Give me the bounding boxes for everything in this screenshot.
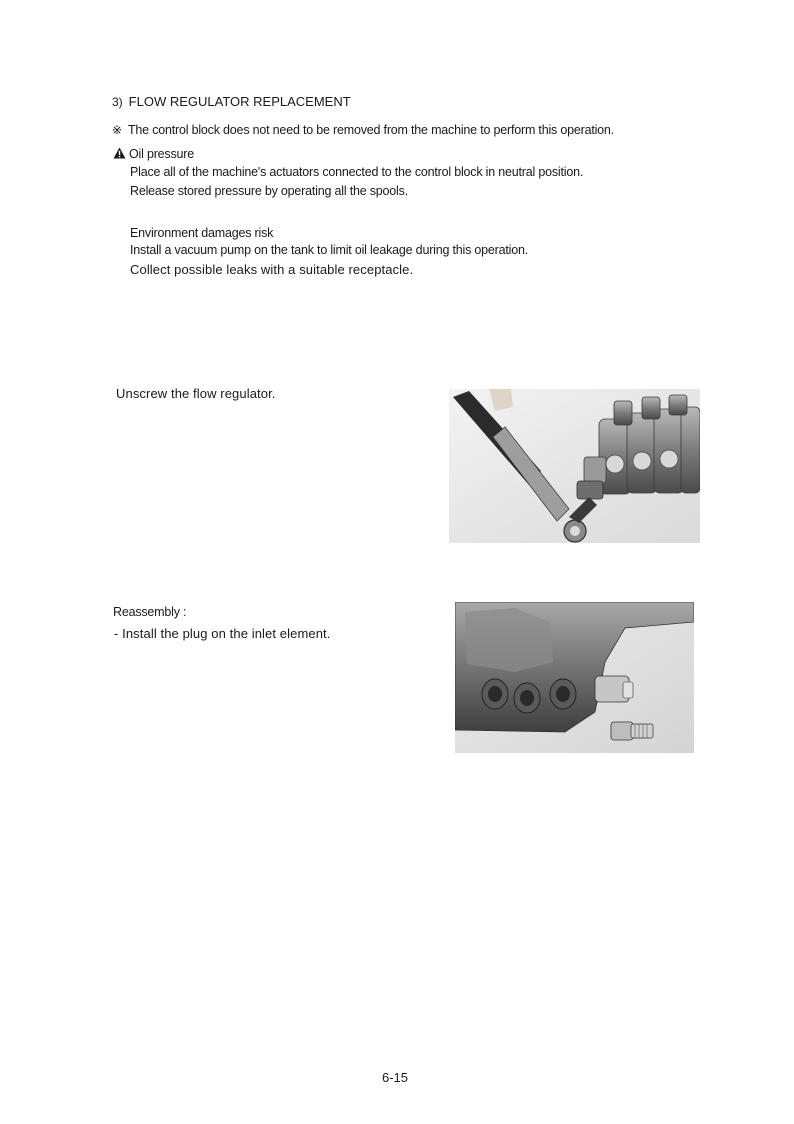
- section-heading: [112, 94, 351, 109]
- reference-mark: ※: [112, 123, 122, 137]
- flow-regulator-photo: [449, 389, 700, 543]
- reassembly-item: - Install the plug on the inlet element.: [114, 626, 331, 641]
- warning-title: Oil pressure: [129, 147, 194, 161]
- warning-triangle-icon: [113, 147, 126, 159]
- reassembly-heading: Reassembly :: [113, 605, 187, 619]
- warning-line: Place all of the machine's actuators connected to the control block in neutral position.: [130, 165, 584, 179]
- environment-line: Install a vacuum pump on the tank to limit oil leakage during this operation.: [130, 243, 529, 257]
- section-title: FLOW REGULATOR REPLACEMENT: [128, 94, 351, 109]
- warning-title-line: [113, 147, 194, 161]
- environment-title: Environment damages risk: [130, 226, 274, 240]
- plug-inlet-element-photo: [455, 602, 694, 753]
- warning-line: Release stored pressure by operating all the spools.: [130, 184, 408, 198]
- note-line: [112, 123, 614, 137]
- page-number: 6-15: [382, 1070, 409, 1085]
- step-instruction: Unscrew the flow regulator.: [116, 386, 276, 401]
- environment-line: Collect possible leaks with a suitable receptacle.: [130, 262, 414, 277]
- note-text: The control block does not need to be removed from the machine to perform this operation.: [128, 123, 614, 137]
- section-number: 3): [112, 95, 123, 109]
